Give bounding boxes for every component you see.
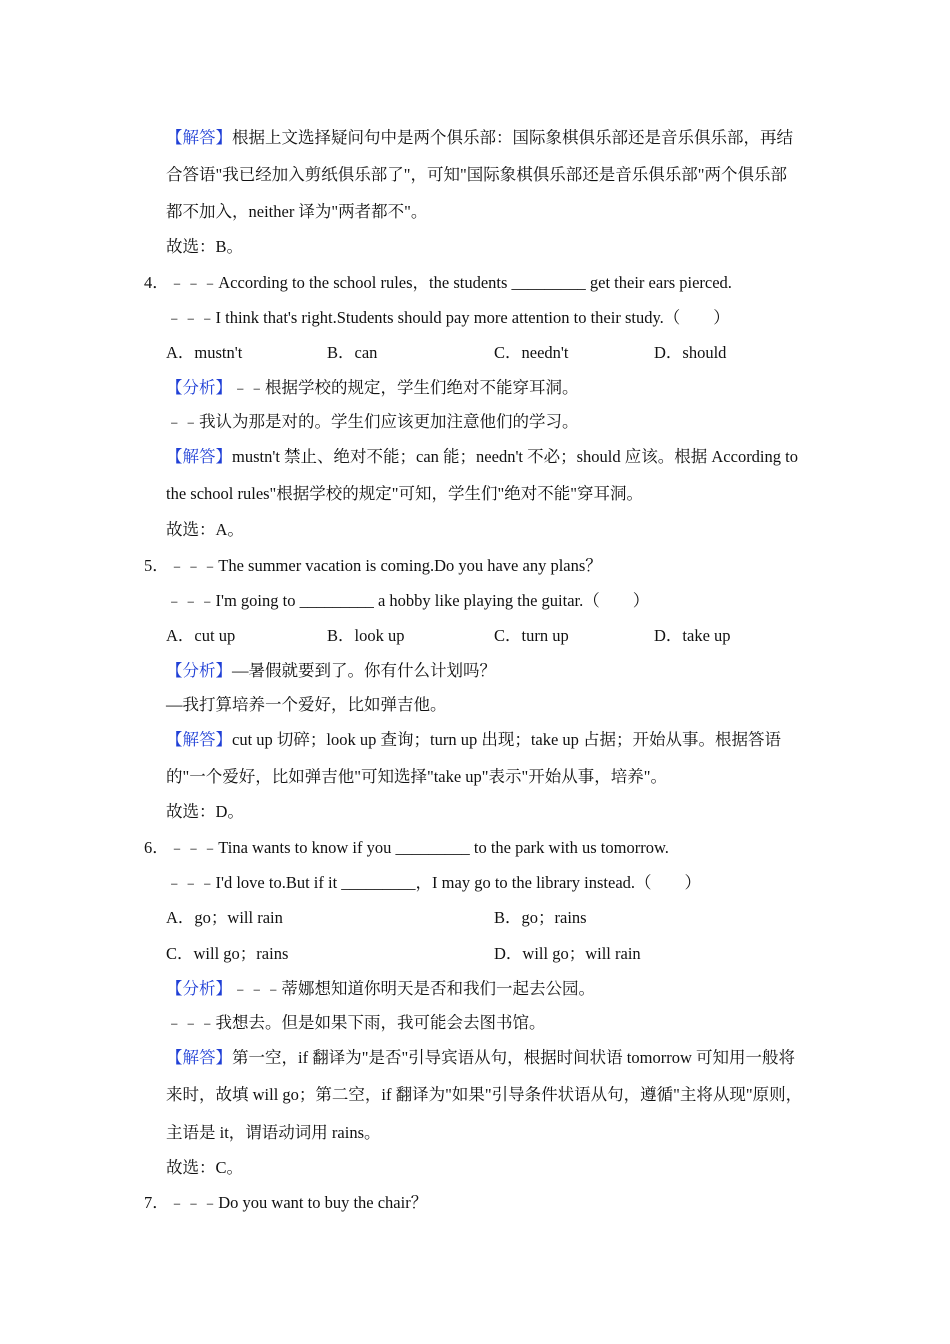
q4-answer-line-1: 【解答】mustn't 禁止、绝对不能；can 能；needn't 不必；should 应该。根据 According to	[166, 447, 798, 466]
q6-stem-line-2: ﹣﹣﹣I'd love to.But if it _________，I may go to the library instead.（ ）	[166, 873, 702, 892]
q5-option-d[interactable]: D．take up	[654, 626, 731, 645]
q6-analysis-line-2: ﹣﹣﹣我想去。但是如果下雨，我可能会去图书馆。	[166, 1013, 546, 1032]
q4-answer-line-2: the school rules"根据学校的规定"可知，学生们"绝对不能"穿耳洞。	[166, 484, 644, 503]
q5-answer-line-2: 的"一个爱好，比如弹吉他"可知选择"take up"表示"开始从事，培养"。	[166, 767, 668, 786]
q5-option-b[interactable]: B．look up	[327, 626, 405, 645]
question-number: 6．	[144, 838, 169, 857]
q3-answer-line-1: 【解答】根据上文选择疑问句中是两个俱乐部：国际象棋俱乐部还是音乐俱乐部，再结	[166, 128, 793, 147]
q4-analysis-line-2: ﹣﹣我认为那是对的。学生们应该更加注意他们的学习。	[166, 412, 579, 431]
q4-stem-line-2: ﹣﹣﹣I think that's right.Students should pay more attention to their study.（ ）	[166, 308, 730, 327]
analysis-tag: 【分析】	[166, 979, 232, 998]
q4-option-c[interactable]: C．needn't	[494, 343, 569, 362]
q6-option-b[interactable]: B．go；rains	[494, 908, 587, 927]
q6-answer-line-2: 来时，故填 will go；第二空，if 翻译为"如果"引导条件状语从句，遵循"主将从现"原则，	[166, 1085, 803, 1104]
analysis-tag: 【分析】	[166, 378, 232, 397]
q5-option-a[interactable]: A．cut up	[166, 626, 236, 645]
question-number: 5．	[144, 556, 169, 575]
q4-analysis-line-1: 【分析】﹣﹣根据学校的规定，学生们绝对不能穿耳洞。	[166, 378, 579, 397]
q6-option-a[interactable]: A．go；will rain	[166, 908, 283, 927]
q4-stem-line-1: 4．﹣﹣﹣According to the school rules，the students _________ get their ears pierced.	[144, 273, 732, 292]
q5-stem-line-1: 5．﹣﹣﹣The summer vacation is coming.Do you have any plans？	[144, 556, 602, 575]
q3-answer-line-3: 都不加入，neither 译为"两者都不"。	[166, 202, 428, 221]
q6-answer-line-1: 【解答】第一空，if 翻译为"是否"引导宾语从句，根据时间状语 tomorrow 可知用一般将	[166, 1048, 795, 1067]
q6-option-c[interactable]: C．will go；rains	[166, 944, 289, 963]
q4-choice: 故选：A。	[166, 520, 244, 539]
q6-choice: 故选：C。	[166, 1158, 244, 1177]
q5-stem-line-2: ﹣﹣﹣I'm going to _________ a hobby like playing the guitar.（ ）	[166, 591, 650, 610]
answer-tag: 【解答】	[166, 128, 232, 147]
q5-answer-line-1: 【解答】cut up 切碎；look up 查询；turn up 出现；take up 占据；开始从事。根据答语	[166, 730, 782, 749]
q4-option-b[interactable]: B．can	[327, 343, 378, 362]
q7-stem-line-1: 7．﹣﹣﹣Do you want to buy the chair？	[144, 1193, 428, 1212]
answer-tag: 【解答】	[166, 730, 232, 749]
q6-stem-line-1: 6．﹣﹣﹣Tina wants to know if you _________ to the park with us tomorrow.	[144, 838, 669, 857]
q5-option-c[interactable]: C．turn up	[494, 626, 569, 645]
question-number: 4．	[144, 273, 169, 292]
answer-tag: 【解答】	[166, 447, 232, 466]
q6-option-d[interactable]: D．will go；will rain	[494, 944, 641, 963]
q4-option-a[interactable]: A．mustn't	[166, 343, 243, 362]
q4-option-d[interactable]: D．should	[654, 343, 727, 362]
question-number: 7．	[144, 1193, 169, 1212]
answer-tag: 【解答】	[166, 1048, 232, 1067]
q6-answer-line-3: 主语是 it，谓语动词用 rains。	[166, 1123, 381, 1142]
q3-choice: 故选：B。	[166, 237, 244, 256]
analysis-tag: 【分析】	[166, 661, 232, 680]
q5-analysis-line-1: 【分析】—暑假就要到了。你有什么计划吗？	[166, 661, 496, 680]
q5-analysis-line-2: —我打算培养一个爱好，比如弹吉他。	[166, 695, 447, 714]
q3-answer-line-2: 合答语"我已经加入剪纸俱乐部了"，可知"国际象棋俱乐部还是音乐俱乐部"两个俱乐部	[166, 165, 787, 184]
q6-analysis-line-1: 【分析】﹣﹣﹣蒂娜想知道你明天是否和我们一起去公园。	[166, 979, 595, 998]
q5-choice: 故选：D。	[166, 802, 244, 821]
